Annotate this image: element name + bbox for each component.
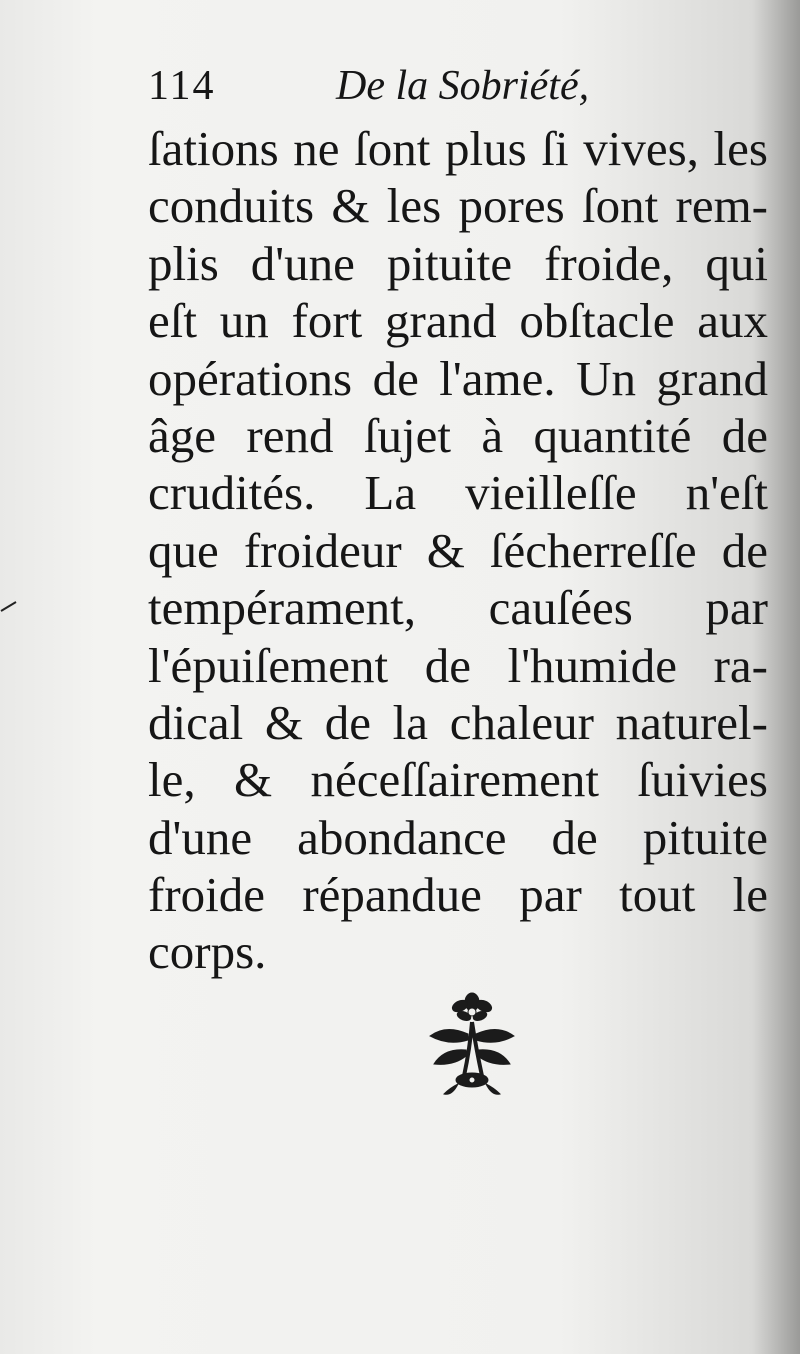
margin-mark (0, 598, 18, 612)
text-line: d'une abondance de pituite (148, 809, 768, 865)
running-title: De la Sobriété, (336, 63, 590, 109)
floral-fleuron-icon (424, 988, 520, 1100)
text-line: l'épuiſement de l'humide ra- (148, 637, 768, 693)
text-line: conduits & les pores ſont rem- (148, 178, 768, 234)
page-number: 114 (148, 63, 216, 109)
text-line: que froideur & ſécherreſſe de (148, 522, 768, 578)
text-line: le, & néceſſairement ſuivies (148, 752, 768, 808)
text-line: plis d'une pituite froide, qui (148, 235, 768, 291)
text-line: opérations de l'ame. Un grand (148, 350, 768, 406)
text-line: crudités. La vieilleſſe n'eſt (148, 465, 768, 521)
text-line: froide répandue par tout le (148, 867, 768, 923)
text-line: âge rend ſujet à quantité de (148, 407, 768, 463)
text-line: eſt un fort grand obſtacle aux (148, 293, 768, 349)
body-text (148, 120, 768, 981)
text-line: ſations ne ſont plus ſi vives, les (148, 121, 768, 176)
text-line: tempérament, cauſées par (148, 580, 768, 636)
text-line: corps. (148, 924, 267, 980)
running-head (148, 62, 760, 112)
text-line: dical & de la chaleur naturel- (148, 694, 768, 750)
